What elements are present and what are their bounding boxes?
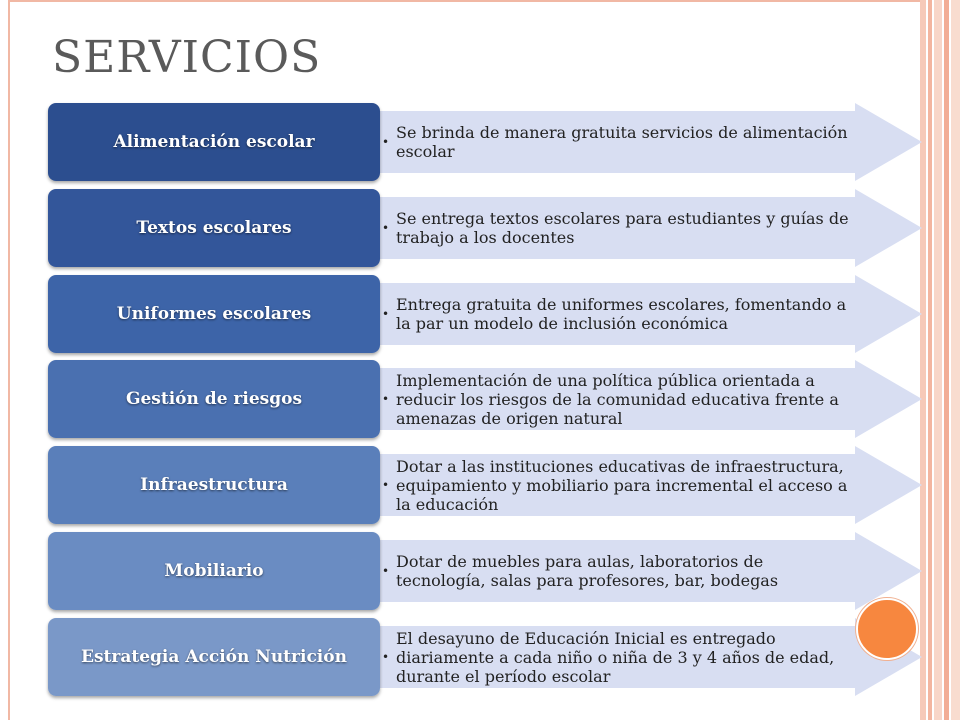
service-description-text: Implementación de una política pública orientada a reducir los riesgos de la comunidad educativa frente a amenazas de origen natural [396, 370, 839, 428]
service-box [48, 618, 380, 696]
service-row [48, 189, 878, 267]
bullet-icon: • [382, 307, 390, 321]
service-row [48, 360, 878, 438]
service-box [48, 360, 380, 438]
service-description-text: Entrega gratuita de uniformes escolares, fomentando a la par un modelo de inclusión económica [396, 295, 847, 333]
service-description [382, 446, 852, 524]
service-label: Infraestructura [140, 475, 288, 495]
service-description [382, 532, 852, 610]
bullet-icon: • [382, 392, 390, 406]
slide-frame-top [8, 0, 920, 2]
bullet-icon: • [382, 564, 390, 578]
bullet-icon: • [382, 650, 390, 664]
service-row [48, 103, 878, 181]
bullet-icon: • [382, 135, 390, 149]
service-box [48, 275, 380, 353]
service-row [48, 618, 878, 696]
service-label: Alimentación escolar [113, 132, 315, 152]
service-description-text: El desayuno de Educación Inicial es entregado diariamente a cada niño o niña de 3 y 4 años de edad, durante el período escolar [396, 628, 835, 686]
service-label: Textos escolares [136, 218, 292, 238]
service-description-text: Se entrega textos escolares para estudiantes y guías de trabajo a los docentes [396, 209, 849, 247]
service-box [48, 189, 380, 267]
service-description-text: Dotar a las instituciones educativas de infraestructura, equipamiento y mobiliario para incremental el acceso a la educación [396, 456, 848, 514]
service-description [382, 275, 852, 353]
service-row [48, 275, 878, 353]
service-description [382, 103, 852, 181]
orange-circle-decoration [856, 598, 918, 660]
service-row [48, 532, 878, 610]
service-description-text: Se brinda de manera gratuita servicios de alimentación escolar [396, 123, 848, 161]
service-label: Uniformes escolares [116, 304, 312, 324]
service-box [48, 446, 380, 524]
service-description [382, 618, 852, 696]
bullet-icon: • [382, 221, 390, 235]
service-description [382, 189, 852, 267]
service-label: Mobiliario [164, 561, 264, 581]
page-title: SERVICIOS [52, 32, 322, 83]
bullet-icon: • [382, 478, 390, 492]
service-row [48, 446, 878, 524]
service-box [48, 103, 380, 181]
slide-frame-left [8, 0, 10, 720]
service-label: Estrategia Acción Nutrición [81, 647, 347, 667]
decorative-stripes [920, 0, 960, 720]
service-box [48, 532, 380, 610]
service-description-text: Dotar de muebles para aulas, laboratorios de tecnología, salas para profesores, bar, bodegas [396, 552, 779, 590]
service-label: Gestión de riesgos [125, 389, 303, 409]
service-description [382, 360, 852, 438]
